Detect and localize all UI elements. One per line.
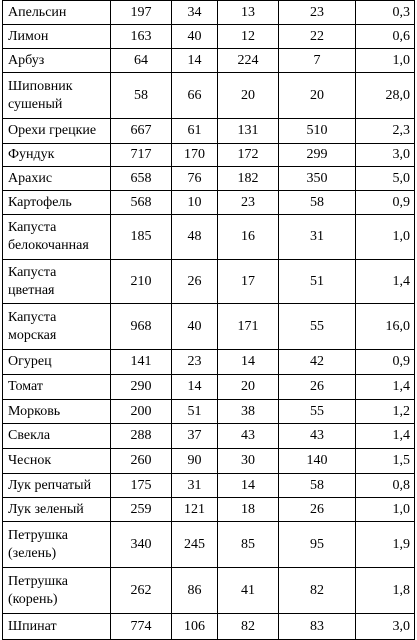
table-row (3, 304, 415, 350)
value-cell: 26 (279, 375, 356, 400)
product-name-cell: Шиповник сушеный (3, 73, 111, 119)
table-body (3, 1, 415, 640)
product-name-cell: Огурец (3, 350, 111, 375)
value-cell: 41 (218, 568, 279, 614)
table-row (3, 215, 415, 260)
value-cell: 37 (172, 424, 218, 449)
value-cell: 14 (218, 474, 279, 498)
value-cell: 61 (172, 119, 218, 144)
value-cell: 350 (279, 167, 356, 191)
product-name-cell: Арахис (3, 167, 111, 191)
value-cell: 0,9 (356, 350, 415, 375)
product-name-cell: Петрушка (корень) (3, 568, 111, 614)
value-cell: 1,9 (356, 522, 415, 568)
table-row (3, 25, 415, 49)
value-cell: 140 (279, 449, 356, 474)
value-cell: 40 (172, 304, 218, 350)
value-cell: 43 (218, 424, 279, 449)
value-cell: 40 (172, 25, 218, 49)
product-name-cell: Свекла (3, 424, 111, 449)
value-cell: 182 (218, 167, 279, 191)
value-cell: 163 (111, 25, 172, 49)
table-row (3, 167, 415, 191)
value-cell: 1,5 (356, 449, 415, 474)
table-row (3, 400, 415, 424)
value-cell: 26 (279, 498, 356, 522)
value-cell: 34 (172, 1, 218, 25)
table-row (3, 49, 415, 73)
value-cell: 51 (172, 400, 218, 424)
table-row (3, 498, 415, 522)
value-cell: 17 (218, 260, 279, 304)
value-cell: 1,4 (356, 260, 415, 304)
value-cell: 197 (111, 1, 172, 25)
table-row (3, 522, 415, 568)
product-name-cell: Апельсин (3, 1, 111, 25)
value-cell: 131 (218, 119, 279, 144)
value-cell: 5,0 (356, 167, 415, 191)
value-cell: 95 (279, 522, 356, 568)
value-cell: 51 (279, 260, 356, 304)
value-cell: 55 (279, 400, 356, 424)
value-cell: 43 (279, 424, 356, 449)
product-name-cell: Капуста белокочанная (3, 215, 111, 260)
value-cell: 510 (279, 119, 356, 144)
value-cell: 262 (111, 568, 172, 614)
value-cell: 14 (218, 350, 279, 375)
product-name-cell: Арбуз (3, 49, 111, 73)
product-name-cell: Капуста морская (3, 304, 111, 350)
value-cell: 14 (172, 49, 218, 73)
value-cell: 171 (218, 304, 279, 350)
value-cell: 288 (111, 424, 172, 449)
value-cell: 1,0 (356, 49, 415, 73)
value-cell: 10 (172, 191, 218, 215)
value-cell: 3,0 (356, 144, 415, 167)
value-cell: 1,4 (356, 424, 415, 449)
product-name-cell: Петрушка (зелень) (3, 522, 111, 568)
value-cell: 774 (111, 614, 172, 640)
table-row (3, 350, 415, 375)
product-name-cell: Лук репчатый (3, 474, 111, 498)
table-row (3, 568, 415, 614)
value-cell: 58 (111, 73, 172, 119)
value-cell: 55 (279, 304, 356, 350)
value-cell: 1,0 (356, 498, 415, 522)
value-cell: 31 (172, 474, 218, 498)
product-name-cell: Лук зеленый (3, 498, 111, 522)
table-row (3, 191, 415, 215)
value-cell: 85 (218, 522, 279, 568)
value-cell: 1,4 (356, 375, 415, 400)
value-cell: 48 (172, 215, 218, 260)
value-cell: 58 (279, 191, 356, 215)
value-cell: 86 (172, 568, 218, 614)
table-row (3, 375, 415, 400)
value-cell: 340 (111, 522, 172, 568)
value-cell: 0,9 (356, 191, 415, 215)
table-row (3, 449, 415, 474)
value-cell: 12 (218, 25, 279, 49)
value-cell: 76 (172, 167, 218, 191)
value-cell: 16 (218, 215, 279, 260)
value-cell: 170 (172, 144, 218, 167)
value-cell: 38 (218, 400, 279, 424)
product-name-cell: Чеснок (3, 449, 111, 474)
value-cell: 0,8 (356, 474, 415, 498)
value-cell: 13 (218, 1, 279, 25)
value-cell: 200 (111, 400, 172, 424)
value-cell: 290 (111, 375, 172, 400)
value-cell: 31 (279, 215, 356, 260)
value-cell: 172 (218, 144, 279, 167)
value-cell: 106 (172, 614, 218, 640)
value-cell: 64 (111, 49, 172, 73)
value-cell: 0,6 (356, 25, 415, 49)
value-cell: 22 (279, 25, 356, 49)
value-cell: 968 (111, 304, 172, 350)
table-row (3, 1, 415, 25)
product-name-cell: Картофель (3, 191, 111, 215)
value-cell: 259 (111, 498, 172, 522)
table-row (3, 474, 415, 498)
value-cell: 175 (111, 474, 172, 498)
nutrition-table (2, 0, 415, 640)
value-cell: 90 (172, 449, 218, 474)
value-cell: 20 (218, 73, 279, 119)
value-cell: 185 (111, 215, 172, 260)
value-cell: 141 (111, 350, 172, 375)
value-cell: 82 (218, 614, 279, 640)
product-name-cell: Шпинат (3, 614, 111, 640)
table-row (3, 424, 415, 449)
value-cell: 66 (172, 73, 218, 119)
value-cell: 26 (172, 260, 218, 304)
value-cell: 1,8 (356, 568, 415, 614)
value-cell: 30 (218, 449, 279, 474)
value-cell: 23 (218, 191, 279, 215)
value-cell: 0,3 (356, 1, 415, 25)
table-row (3, 144, 415, 167)
product-name-cell: Фундук (3, 144, 111, 167)
table-row (3, 260, 415, 304)
value-cell: 16,0 (356, 304, 415, 350)
value-cell: 23 (279, 1, 356, 25)
value-cell: 2,3 (356, 119, 415, 144)
value-cell: 210 (111, 260, 172, 304)
value-cell: 667 (111, 119, 172, 144)
value-cell: 58 (279, 474, 356, 498)
value-cell: 1,2 (356, 400, 415, 424)
table-row (3, 73, 415, 119)
table-row (3, 119, 415, 144)
value-cell: 82 (279, 568, 356, 614)
value-cell: 1,0 (356, 215, 415, 260)
value-cell: 299 (279, 144, 356, 167)
value-cell: 260 (111, 449, 172, 474)
product-name-cell: Лимон (3, 25, 111, 49)
product-name-cell: Капуста цветная (3, 260, 111, 304)
value-cell: 14 (172, 375, 218, 400)
value-cell: 42 (279, 350, 356, 375)
value-cell: 245 (172, 522, 218, 568)
product-name-cell: Морковь (3, 400, 111, 424)
value-cell: 658 (111, 167, 172, 191)
value-cell: 121 (172, 498, 218, 522)
value-cell: 568 (111, 191, 172, 215)
product-name-cell: Томат (3, 375, 111, 400)
value-cell: 23 (172, 350, 218, 375)
value-cell: 18 (218, 498, 279, 522)
value-cell: 83 (279, 614, 356, 640)
product-name-cell: Орехи грецкие (3, 119, 111, 144)
value-cell: 20 (279, 73, 356, 119)
value-cell: 20 (218, 375, 279, 400)
value-cell: 7 (279, 49, 356, 73)
value-cell: 224 (218, 49, 279, 73)
value-cell: 717 (111, 144, 172, 167)
value-cell: 28,0 (356, 73, 415, 119)
value-cell: 3,0 (356, 614, 415, 640)
